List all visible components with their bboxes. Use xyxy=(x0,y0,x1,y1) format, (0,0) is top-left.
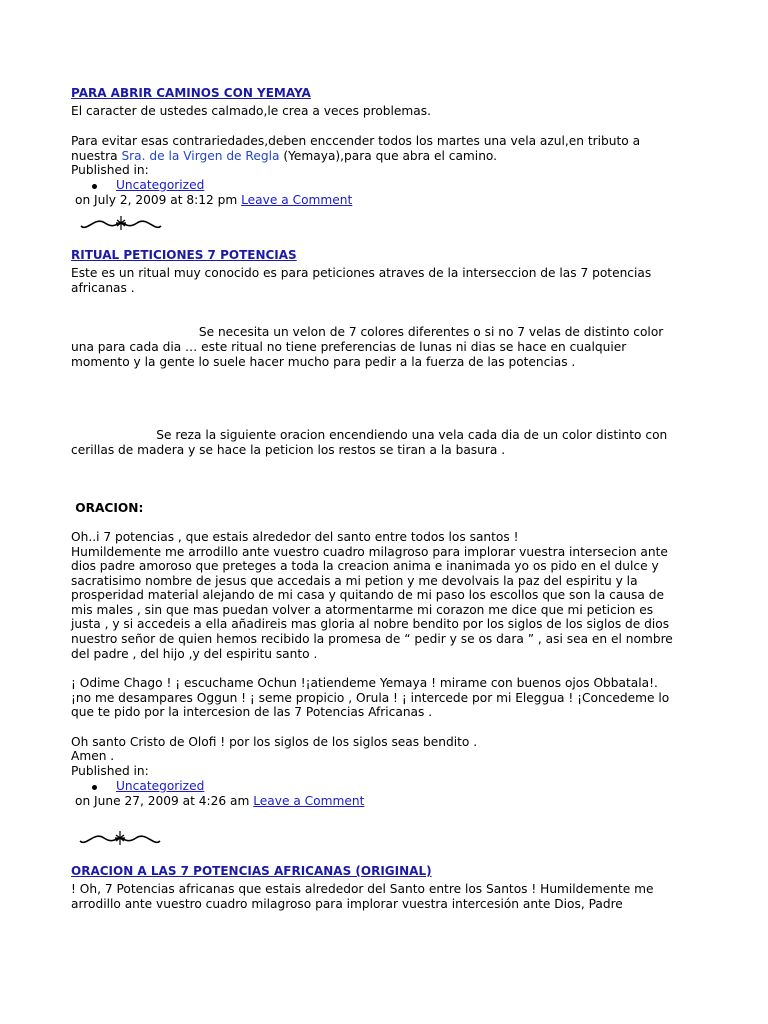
paragraph-line: Oh..i 7 potencias , que estais alrededor del santo entre todos los santos ! xyxy=(71,530,519,544)
post-title xyxy=(71,86,311,101)
category-link[interactable]: Uncategorized xyxy=(116,779,205,793)
post-text: Para evitar esas contrariedades,deben enccender todos los martes una vela azul,en tributo a xyxy=(71,134,641,148)
paragraph-line: que te pido por la intercesion de las 7 Potencias Africanas . xyxy=(71,705,433,719)
post-meta xyxy=(75,794,364,809)
post-title xyxy=(71,248,297,263)
inline-link[interactable]: Sra. de la Virgen de Regla xyxy=(121,149,280,163)
post-text-line xyxy=(71,149,497,164)
leave-comment-link[interactable]: Leave a Comment xyxy=(253,794,365,808)
paragraph-line: ! Oh, 7 Potencias africanas que estais alrededor del Santo entre los Santos ! Humildemente me xyxy=(71,882,654,896)
post-meta xyxy=(75,193,352,208)
oracion-heading: ORACION: xyxy=(71,501,144,515)
paragraph-line: Este es un ritual muy conocido es para peticiones atraves de la interseccion de las 7 potencias xyxy=(71,266,652,280)
paragraph-line: nuestro señor de quien hemos recibido la promesa de “ pedir y se os dara ” , asi sea en el nombre xyxy=(71,632,673,646)
paragraph-line: sacratisimo nombre de jesus que accedais a mi petion y me devolvais la paz del espiritu y la xyxy=(71,574,638,588)
post-title-link[interactable]: RITUAL PETICIONES 7 POTENCIAS xyxy=(71,248,297,262)
post-title-link[interactable]: ORACION A LAS 7 POTENCIAS AFRICANAS (ORIGINAL) xyxy=(71,864,432,878)
ornament-divider-icon xyxy=(79,214,163,232)
paragraph-line: africanas . xyxy=(71,281,135,295)
ornament-divider-icon xyxy=(75,829,165,847)
text-segment: nuestra xyxy=(71,149,122,163)
paragraph-line: una para cada dia … este ritual no tiene preferencias de lunas ni dias se hace en cualquier xyxy=(71,340,627,354)
paragraph-line: Humildemente me arrodillo ante vuestro cuadro milagroso para implorar vuestra intersecion ante xyxy=(71,545,668,559)
paragraph-line: Oh santo Cristo de Olofi ! por los siglos de los siglos seas bendito . xyxy=(71,735,478,749)
paragraph-line: ¡no me desampares Oggun ! ¡ seme propicio , Orula ! ¡ intercede por mi Eleggua ! ¡Concedeme lo xyxy=(71,691,670,705)
paragraph-line: justa , y si accedeis a ella añadireis mas gloria al nobre bendito por los siglos de los siglos de dios xyxy=(71,617,670,631)
paragraph-line: mis males , sin que mas puedan volver a atormentarme mi corazon me dice que mi peticion es xyxy=(71,603,654,617)
paragraph-line: momento y la gente lo suele hacer mucho para pedir a la fuerza de las potencias . xyxy=(71,355,576,369)
paragraph-line: prosperidad material alejando de mi casa y quitando de mi paso los escollos que son la causa de xyxy=(71,588,664,602)
category-item xyxy=(116,779,204,794)
text-segment: (Yemaya),para que abra el camino. xyxy=(279,149,498,163)
leave-comment-link[interactable]: Leave a Comment xyxy=(241,193,353,207)
paragraph-line: del padre , del hijo ,y del espiritu santo . xyxy=(71,647,318,661)
paragraph-line: dios padre amoroso que preteges a toda la creacion anima e inanimada yo os pido en el dulce y xyxy=(71,559,659,573)
published-in-label: Published in: xyxy=(71,163,149,177)
paragraph-line: ¡ Odime Chago ! ¡ escuchame Ochun !¡atiendeme Yemaya ! mirame con buenos ojos Obbatala!. xyxy=(71,676,658,690)
paragraph-line: Se reza la siguiente oracion encendiendo una vela cada dia de un color distinto con xyxy=(71,428,668,442)
post-text: El caracter de ustedes calmado,le crea a veces problemas. xyxy=(71,104,431,118)
post-title-link[interactable]: PARA ABRIR CAMINOS CON YEMAYA xyxy=(71,86,311,100)
post-title xyxy=(71,864,432,879)
paragraph-line: Se necesita un velon de 7 colores diferentes o si no 7 velas de distinto color xyxy=(71,325,664,339)
category-link[interactable]: Uncategorized xyxy=(116,178,205,192)
published-in-label: Published in: xyxy=(71,764,149,778)
paragraph-line: cerillas de madera y se hace la peticion los restos se tiran a la basura . xyxy=(71,443,506,457)
bullet-icon xyxy=(92,184,97,189)
paragraph-line: arrodillo ante vuestro cuadro milagroso para implorar vuestra intercesión ante Dios, Padre xyxy=(71,897,623,911)
paragraph-line: Amen . xyxy=(71,749,115,763)
post-date: on July 2, 2009 at 8:12 pm xyxy=(75,193,238,207)
category-item xyxy=(116,178,204,193)
bullet-icon xyxy=(92,785,97,790)
post-date: on June 27, 2009 at 4:26 am xyxy=(75,794,250,808)
